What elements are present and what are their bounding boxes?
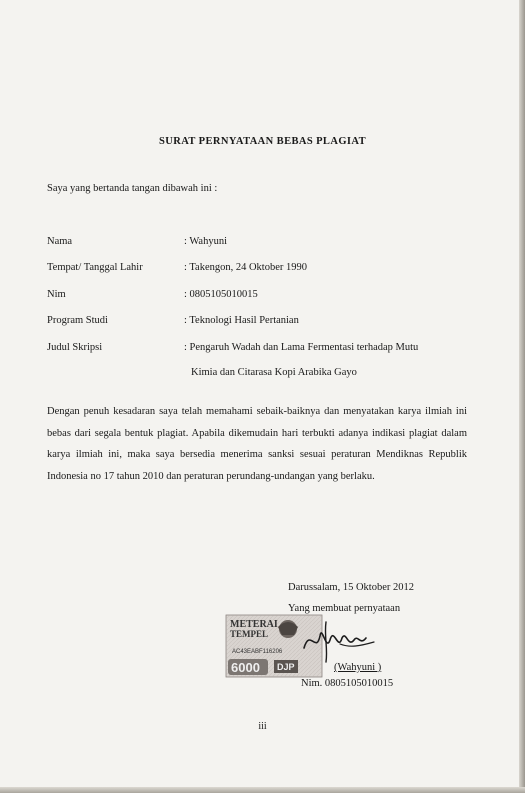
field-value: : Teknologi Hasil Pertanian	[184, 315, 299, 326]
maker-label: Yang membuat pernyataan	[288, 603, 401, 614]
field-label: Nama	[47, 236, 73, 247]
place-date: Darussalam, 15 Oktober 2012	[288, 582, 414, 593]
statement-paragraph: Dengan penuh kesadaran saya telah memahami sebaik-baiknya dan menyatakan karya ilmiah ini bebas dari segala bentuk plagiat. Apabila dikemudain hari terbukti adanya indikasi plagiat dalam karya ilmiah ini, maka saya bersedia menerima sanksi sesuai peraturan Mendiknas Republik Indonesia no 17 tahun 2010 dan peraturan perundang-undangan yang berlaku.	[47, 406, 467, 482]
intro-text: Saya yang bertanda tangan dibawah ini :	[47, 183, 218, 194]
document-title: SURAT PERNYATAAN BEBAS PLAGIAT	[159, 136, 366, 147]
field-value: : 0805105010015	[184, 289, 258, 300]
field-label: Tempat/ Tanggal Lahir	[47, 262, 143, 273]
field-value: Kimia dan Citarasa Kopi Arabika Gayo	[191, 367, 357, 378]
stamp-value: 6000	[231, 660, 260, 675]
field-label: Nim	[47, 289, 66, 300]
page-number: iii	[258, 721, 267, 732]
field-value: : Pengaruh Wadah dan Lama Fermentasi terhadap Mutu	[184, 342, 419, 353]
field-label: Program Studi	[47, 315, 108, 326]
stamp-text-meterai: METERAI	[230, 619, 278, 630]
field-value: : Takengon, 24 Oktober 1990	[184, 262, 308, 273]
signer-name: (Wahyuni )	[334, 662, 382, 673]
stamp-badge: DJP	[277, 662, 295, 672]
page-edge-shadow-bottom	[0, 787, 525, 793]
stamp-text-tempel: TEMPEL	[230, 629, 269, 639]
field-label: Judul Skripsi	[47, 342, 103, 353]
page-edge-shadow-right	[519, 0, 525, 793]
field-value: : Wahyuni	[184, 236, 227, 247]
signer-nim: Nim. 0805105010015	[301, 678, 394, 689]
stamp-serial: AC43EABF116206	[232, 649, 283, 655]
handwritten-signature	[300, 618, 380, 666]
